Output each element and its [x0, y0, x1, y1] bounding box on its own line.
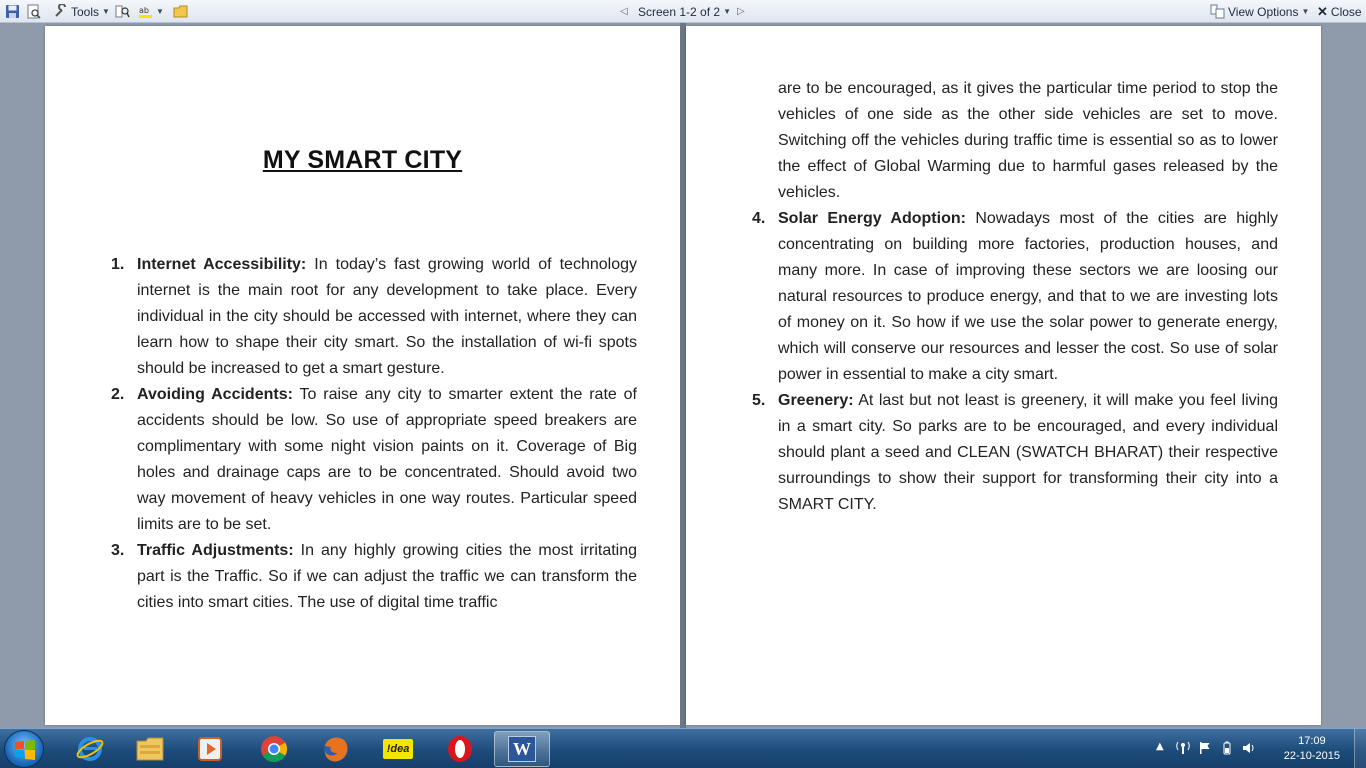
firefox-icon: [321, 734, 351, 764]
list-heading: Internet Accessibility:: [137, 256, 307, 273]
chevron-down-icon: ▼: [102, 7, 110, 16]
save-button[interactable]: [5, 3, 20, 20]
list-text: At last but not least is greenery, it will make you feel living in a smart city. So parks are to be encouraged, and every individual should plant a seed and CLEAN (SWATCH BHARAT) their respective surroundings to show their support for transforming their city into a SMART CITY.: [778, 392, 1278, 513]
text-highlight-button[interactable]: [138, 3, 164, 20]
comment-button[interactable]: [173, 3, 188, 20]
next-screen-button[interactable]: [737, 3, 745, 20]
power-icon[interactable]: [1220, 741, 1234, 755]
view-options-icon: [1210, 4, 1225, 19]
internet-explorer-icon: [76, 735, 104, 763]
list-number: 3.: [111, 542, 125, 559]
highlighter-icon: [138, 4, 153, 19]
list-text: In any highly growing cities the most irritating part is the Traffic. So if we can adjust the traffic we can transform the cities into smart cities. The use of digital time traffic: [137, 542, 638, 611]
tools-icon: [53, 4, 68, 19]
word-icon: [508, 736, 536, 762]
document-list-continued: [752, 76, 1278, 518]
taskbar-app-internet-explorer[interactable]: [62, 731, 118, 767]
media-player-icon: [196, 735, 224, 763]
screen-indicator-label: Screen 1-2 of 2: [638, 4, 721, 19]
svg-text:ab: ab: [139, 6, 149, 15]
research-icon: [115, 4, 130, 19]
idea-label: !dea: [386, 743, 410, 755]
document-title: MY SMART CITY: [262, 146, 463, 174]
previous-screen-button[interactable]: [620, 3, 628, 20]
chevron-down-icon: ▼: [723, 7, 731, 16]
taskbar-app-idea[interactable]: [370, 731, 426, 767]
list-text: Nowadays most of the cities are highly concentrating on building more factories, production houses, and many more. In case of improving these sectors we are loosing our natural resources to produce energy, and that to we are investing lots of money on it. So how if we use the solar power to generate energy, which will conserve our resources and lesser the cost. So use of solar power in essential to make a city smart.: [778, 210, 1279, 383]
research-button[interactable]: [115, 3, 130, 20]
chevron-right-icon: ▷: [737, 6, 745, 17]
chevron-down-icon: ▼: [156, 7, 164, 16]
volume-icon[interactable]: [1242, 741, 1256, 755]
folder-comment-icon: [173, 4, 188, 19]
chevron-down-icon: ▼: [1301, 7, 1310, 16]
page-left: [45, 26, 680, 725]
taskbar-app-firefox[interactable]: [308, 731, 364, 767]
list-heading: Avoiding Accidents:: [137, 386, 293, 403]
list-heading: Solar Energy Adoption:: [778, 210, 966, 227]
taskbar-app-word[interactable]: [494, 731, 550, 767]
reading-toolbar: [0, 0, 1366, 23]
taskbar: [0, 728, 1366, 768]
show-desktop-button[interactable]: [1354, 729, 1366, 768]
list-item: [111, 252, 637, 382]
list-item: [111, 382, 637, 538]
close-icon: ✕: [1317, 3, 1328, 19]
taskbar-app-opera[interactable]: [432, 731, 488, 767]
tools-menu[interactable]: [53, 3, 110, 20]
clock-date: 22-10-2015: [1283, 750, 1340, 762]
view-options-label: View Options: [1228, 4, 1299, 19]
list-number: 1.: [111, 256, 125, 273]
taskbar-app-media-player[interactable]: [182, 731, 238, 767]
clock-time: 17:09: [1298, 735, 1326, 747]
close-button[interactable]: [1317, 3, 1362, 20]
tools-label: Tools: [71, 4, 100, 19]
show-hidden-icons-chevron-up-icon[interactable]: ▲: [1156, 741, 1164, 752]
system-tray: [1146, 729, 1366, 768]
close-label: Close: [1330, 4, 1362, 19]
taskbar-app-file-explorer[interactable]: [122, 731, 178, 767]
print-preview-icon: [26, 4, 41, 19]
word-icon-label: W: [513, 738, 531, 759]
list-heading: Traffic Adjustments:: [137, 542, 294, 559]
list-text: To raise any city to smarter extent the rate of accidents should be low. So use of appropriate speed breakers are complimentary with some night vision paints on it. Coverage of Big holes and drainage caps are to be concentrated. Should avoid two way movement of heavy vehicles in one way routes. Particular speed limits are to be set.: [137, 386, 637, 533]
list-item: [111, 538, 637, 616]
list-number: 4.: [752, 210, 766, 227]
screen-indicator[interactable]: [638, 3, 731, 20]
list-item: [752, 206, 1278, 388]
list-text: are to be encouraged, as it gives the particular time period to stop the vehicles of one side as the other side vehicles are set to move. Switching off the vehicles during traffic time is essential so as to lower the effect of Global Warming due to harmful gases released by the vehicles.: [778, 80, 1278, 201]
document-list: [111, 252, 637, 616]
list-number: 5.: [752, 392, 766, 409]
idea-icon: [383, 739, 413, 759]
save-icon: [5, 4, 20, 19]
action-center-flag-icon[interactable]: [1198, 741, 1212, 755]
list-item-continuation: [752, 76, 1278, 206]
taskbar-app-chrome[interactable]: [246, 731, 302, 767]
windows-logo-icon: [14, 739, 36, 761]
view-options-menu[interactable]: [1210, 3, 1309, 20]
file-explorer-icon: [135, 735, 165, 763]
opera-icon: [445, 734, 475, 764]
start-button[interactable]: [4, 730, 44, 768]
list-item: [752, 388, 1278, 518]
chrome-icon: [259, 734, 289, 764]
network-icon[interactable]: [1176, 741, 1190, 755]
list-text: In today’s fast growing world of technology internet is the main root for any development to take place. Every individual in the city should be accessed with internet, where they can learn how to shape their city smart. So the installation of wi-fi spots should be increased to get a smart gesture.: [137, 256, 637, 377]
reading-area: [0, 23, 1366, 728]
page-right: [686, 26, 1321, 725]
print-preview-button[interactable]: [26, 3, 41, 20]
taskbar-clock[interactable]: [1284, 734, 1340, 764]
chevron-left-icon: ◁: [620, 6, 628, 17]
list-number: 2.: [111, 386, 125, 403]
list-heading: Greenery:: [778, 392, 854, 409]
